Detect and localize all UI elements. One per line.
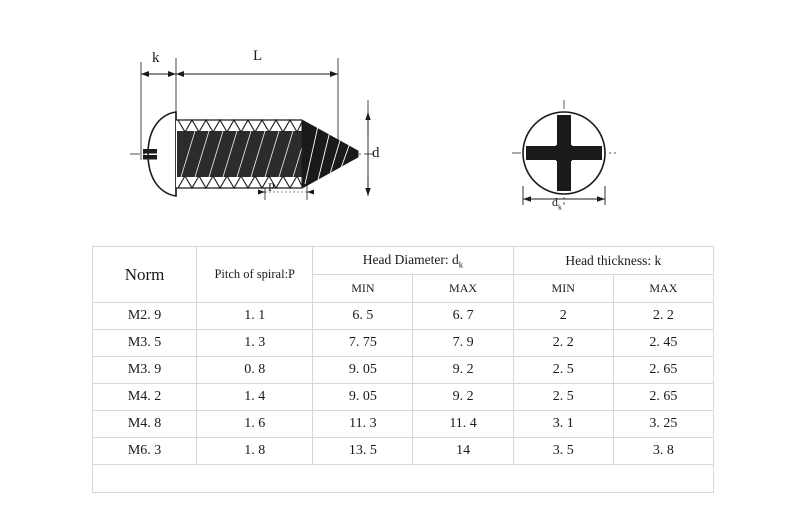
cell-dk-max: 14 xyxy=(413,438,513,465)
col-header-dk-min: MIN xyxy=(313,275,413,303)
dim-label-L: L xyxy=(253,48,263,64)
cell-k-max: 2. 65 xyxy=(613,357,713,384)
table-head xyxy=(93,247,714,303)
table-row-empty xyxy=(93,465,714,493)
cell-k-min: 3. 5 xyxy=(513,438,613,465)
cell-dk-max: 11. 4 xyxy=(413,411,513,438)
cell-empty xyxy=(93,465,714,493)
col-header-norm: Norm xyxy=(93,247,197,303)
specification-table xyxy=(92,246,714,493)
screw-drawing-svg xyxy=(0,0,800,236)
cell-dk-max: 7. 9 xyxy=(413,330,513,357)
cell-k-max: 3. 8 xyxy=(613,438,713,465)
cell-pitch: 1. 4 xyxy=(197,384,313,411)
cell-k-min: 2. 5 xyxy=(513,384,613,411)
cell-k-max: 2. 65 xyxy=(613,384,713,411)
cell-k-max: 2. 2 xyxy=(613,303,713,330)
table-header-row-groups xyxy=(93,247,714,275)
specification-table-wrap xyxy=(92,246,714,493)
cell-dk-max: 9. 2 xyxy=(413,384,513,411)
table-row xyxy=(93,357,714,384)
cell-norm: M3. 5 xyxy=(93,330,197,357)
col-header-pitch: Pitch of spiral:P xyxy=(197,247,313,303)
dim-label-P: P xyxy=(268,180,275,194)
cell-dk-min: 11. 3 xyxy=(313,411,413,438)
cell-k-min: 3. 1 xyxy=(513,411,613,438)
table-row xyxy=(93,438,714,465)
col-header-head-diameter: Head Diameter: $d_k$ xyxy=(313,247,513,275)
col-header-k-max: MAX xyxy=(613,275,713,303)
col-header-k-min: MIN xyxy=(513,275,613,303)
dim-label-k: k xyxy=(152,50,160,66)
cell-pitch: 1. 8 xyxy=(197,438,313,465)
table-row xyxy=(93,411,714,438)
cell-k-min: 2. 2 xyxy=(513,330,613,357)
cell-k-max: 2. 45 xyxy=(613,330,713,357)
cell-dk-max: 9. 2 xyxy=(413,357,513,384)
top-view-group xyxy=(512,100,616,205)
cell-k-max: 3. 25 xyxy=(613,411,713,438)
table-row xyxy=(93,384,714,411)
cell-pitch: 1. 6 xyxy=(197,411,313,438)
cell-dk-min: 6. 5 xyxy=(313,303,413,330)
col-header-dk-max: MAX xyxy=(413,275,513,303)
cell-norm: M4. 2 xyxy=(93,384,197,411)
side-view-group xyxy=(130,58,375,200)
cell-k-min: 2. 5 xyxy=(513,357,613,384)
cell-pitch: 1. 3 xyxy=(197,330,313,357)
cell-norm: M4. 8 xyxy=(93,411,197,438)
cell-pitch: 1. 1 xyxy=(197,303,313,330)
cell-norm: M2. 9 xyxy=(93,303,197,330)
cell-dk-min: 9. 05 xyxy=(313,384,413,411)
table-row xyxy=(93,303,714,330)
cell-k-min: 2 xyxy=(513,303,613,330)
cell-pitch: 0. 8 xyxy=(197,357,313,384)
cell-dk-min: 9. 05 xyxy=(313,357,413,384)
cell-dk-min: 7. 75 xyxy=(313,330,413,357)
cell-dk-max: 6. 7 xyxy=(413,303,513,330)
table-body xyxy=(93,303,714,493)
table-row xyxy=(93,330,714,357)
dk-label-text: $d_k$ xyxy=(552,195,562,212)
dim-label-dk xyxy=(552,195,562,211)
cell-dk-min: 13. 5 xyxy=(313,438,413,465)
col-header-head-thickness: Head thickness: k xyxy=(513,247,713,275)
cell-norm: M3. 9 xyxy=(93,357,197,384)
dim-label-d: d xyxy=(372,145,380,161)
technical-drawing xyxy=(0,0,800,236)
cell-norm: M6. 3 xyxy=(93,438,197,465)
